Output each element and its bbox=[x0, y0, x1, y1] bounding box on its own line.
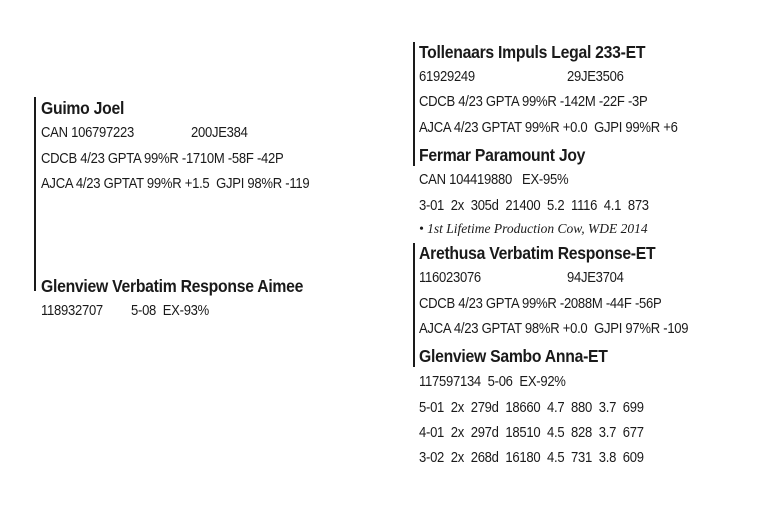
sire-dam-record: 3-01 2x 305d 21400 5.2 1116 4.1 873 bbox=[419, 198, 649, 214]
sire-ajca: AJCA 4/23 GPTAT 99%R +1.5 GJPI 98%R -119 bbox=[41, 176, 310, 192]
dam-dam-record: 3-02 2x 268d 16180 4.5 731 3.8 609 bbox=[419, 450, 644, 466]
sire-dam-name: Fermar Paramount Joy bbox=[419, 145, 586, 165]
dam-registration: 118932707 bbox=[41, 303, 103, 319]
sire-bracket bbox=[34, 97, 36, 291]
sire-sire-cdcb: CDCB 4/23 GPTA 99%R -142M -22F -3P bbox=[419, 94, 648, 110]
sire-sire-code: 29JE3506 bbox=[567, 69, 624, 85]
sire-dam-registration: CAN 104419880 EX-95% bbox=[419, 172, 569, 188]
dam-dam-record: 5-01 2x 279d 18660 4.7 880 3.7 699 bbox=[419, 400, 644, 416]
sire-dam-note: • 1st Lifetime Production Cow, WDE 2014 bbox=[419, 221, 648, 236]
dam-dam-record: 4-01 2x 297d 18510 4.5 828 3.7 677 bbox=[419, 425, 644, 441]
dam-sire-cdcb: CDCB 4/23 GPTA 99%R -2088M -44F -56P bbox=[419, 296, 662, 312]
sire-sire-ajca: AJCA 4/23 GPTAT 99%R +0.0 GJPI 99%R +6 bbox=[419, 120, 678, 136]
sire-cdcb: CDCB 4/23 GPTA 99%R -1710M -58F -42P bbox=[41, 151, 284, 167]
dam-dam-name: Glenview Sambo Anna-ET bbox=[419, 346, 608, 366]
dam-sire-name: Arethusa Verbatim Response-ET bbox=[419, 243, 656, 263]
dam-sire-ajca: AJCA 4/23 GPTAT 98%R +0.0 GJPI 97%R -109 bbox=[419, 321, 689, 337]
dam-classification: 5-08 EX-93% bbox=[131, 303, 210, 319]
sire-sire-bracket bbox=[413, 42, 415, 166]
sire-registration: CAN 106797223 bbox=[41, 125, 134, 141]
sire-sire-registration: 61929249 bbox=[419, 69, 475, 85]
dam-sire-registration: 116023076 bbox=[419, 270, 481, 286]
sire-name: Guimo Joel bbox=[41, 98, 125, 118]
sire-code: 200JE384 bbox=[191, 125, 248, 141]
sire-sire-name: Tollenaars Impuls Legal 233-ET bbox=[419, 42, 646, 62]
dam-sire-code: 94JE3704 bbox=[567, 270, 624, 286]
dam-name: Glenview Verbatim Response Aimee bbox=[41, 276, 304, 296]
dam-sire-bracket bbox=[413, 243, 415, 367]
dam-dam-registration: 117597134 5-06 EX-92% bbox=[419, 374, 566, 390]
